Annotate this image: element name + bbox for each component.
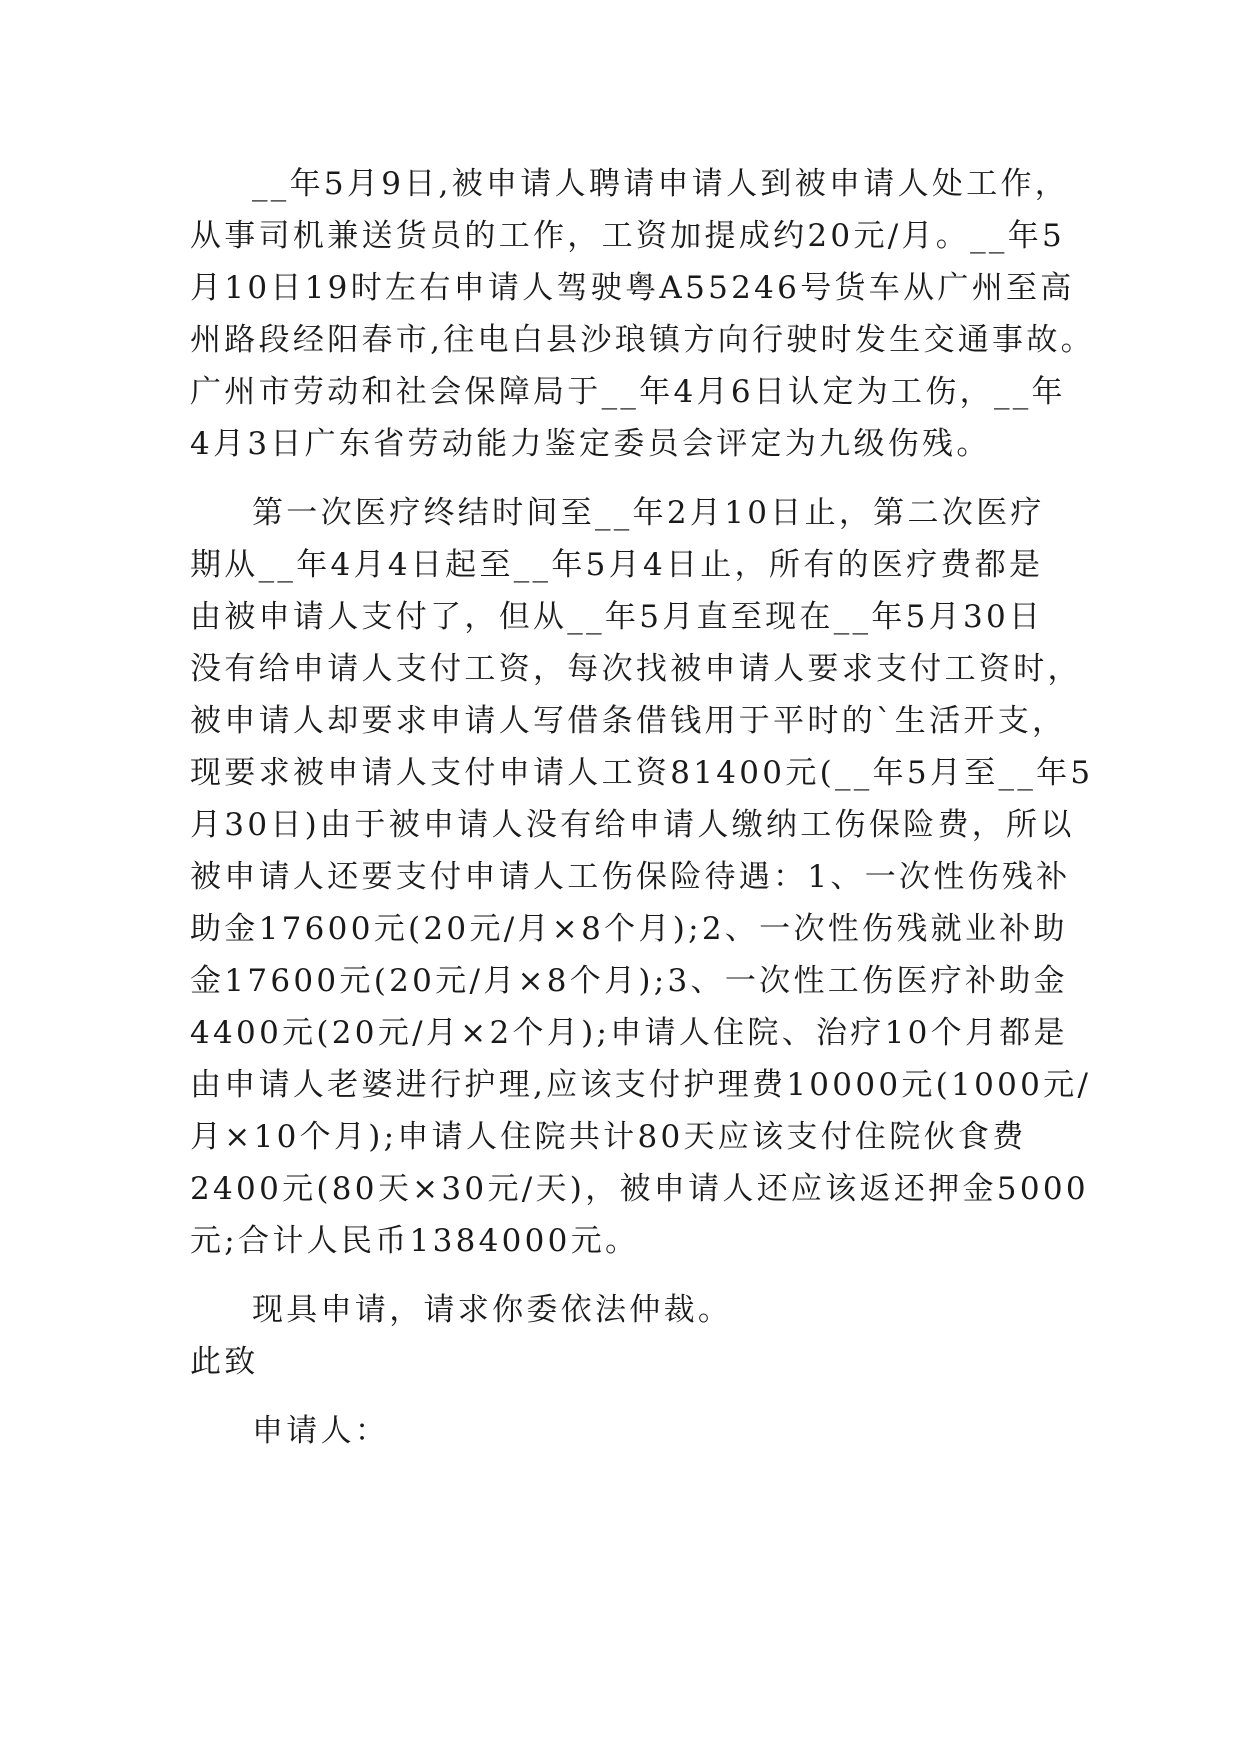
text-line: 从事司机兼送货员的工作，工资加提成约20元/月。__年5 xyxy=(190,218,1066,254)
text-line: 被申请人还要支付申请人工伤保险待遇：1、一次性伤残补 xyxy=(190,859,1071,895)
text-line: 广州市劳动和社会保障局于__年4月6日认定为工伤，__年 xyxy=(190,374,1066,410)
text-line: 4400元(20元/月×2个月);申请人住院、治疗10个月都是 xyxy=(190,1015,1068,1051)
text-line: 没有给申请人支付工资，每次找被申请人要求支付工资时， xyxy=(190,651,1082,687)
text-line: __年5月9日,被申请人聘请申请人到被申请人处工作， xyxy=(252,166,1070,202)
text-line: 由申请人老婆进行护理,应该支付护理费10000元(1000元/ xyxy=(190,1067,1092,1103)
text-line: 第一次医疗终结时间至__年2月10日止，第二次医疗 xyxy=(252,495,1045,531)
text-line: 州路段经阳春市,往电白县沙琅镇方向行驶时发生交通事故。 xyxy=(190,322,1095,358)
text-line: 2400元(80天×30元/天)，被申请人还应该返还押金5000 xyxy=(190,1171,1089,1207)
applicant-signature-label: 申请人： xyxy=(252,1413,390,1449)
text-line: 现具申请，请求你委依法仲裁。 xyxy=(252,1292,733,1328)
text-line: 被申请人却要求申请人写借条借钱用于平时的`生活开支， xyxy=(190,703,1067,739)
text-line: 金17600元(20元/月×8个月);3、一次性工伤医疗补助金 xyxy=(190,963,1068,999)
text-line: 助金17600元(20元/月×8个月);2、一次性伤残就业补助 xyxy=(190,911,1068,947)
text-line: 由被申请人支付了，但从__年5月直至现在__年5月30日 xyxy=(190,599,1044,635)
text-line: 4月3日广东省劳动能力鉴定委员会评定为九级伤残。 xyxy=(190,426,991,462)
text-line: 期从__年4月4日起至__年5月4日止，所有的医疗费都是 xyxy=(190,547,1044,583)
text-line: 现要求被申请人支付申请人工资81400元(__年5月至__年5 xyxy=(190,755,1094,791)
text-line: 月×10个月);申请人住院共计80天应该支付住院伙食费 xyxy=(190,1119,1027,1155)
text-line: 月10日19时左右申请人驾驶粤A55246号货车从广州至高 xyxy=(190,270,1075,306)
text-line: 月30日)由于被申请人没有给申请人缴纳工伤保险费，所以 xyxy=(190,807,1075,843)
text-line: 元;合计人民币1384000元。 xyxy=(190,1223,640,1259)
salutation: 此致 xyxy=(190,1344,259,1380)
